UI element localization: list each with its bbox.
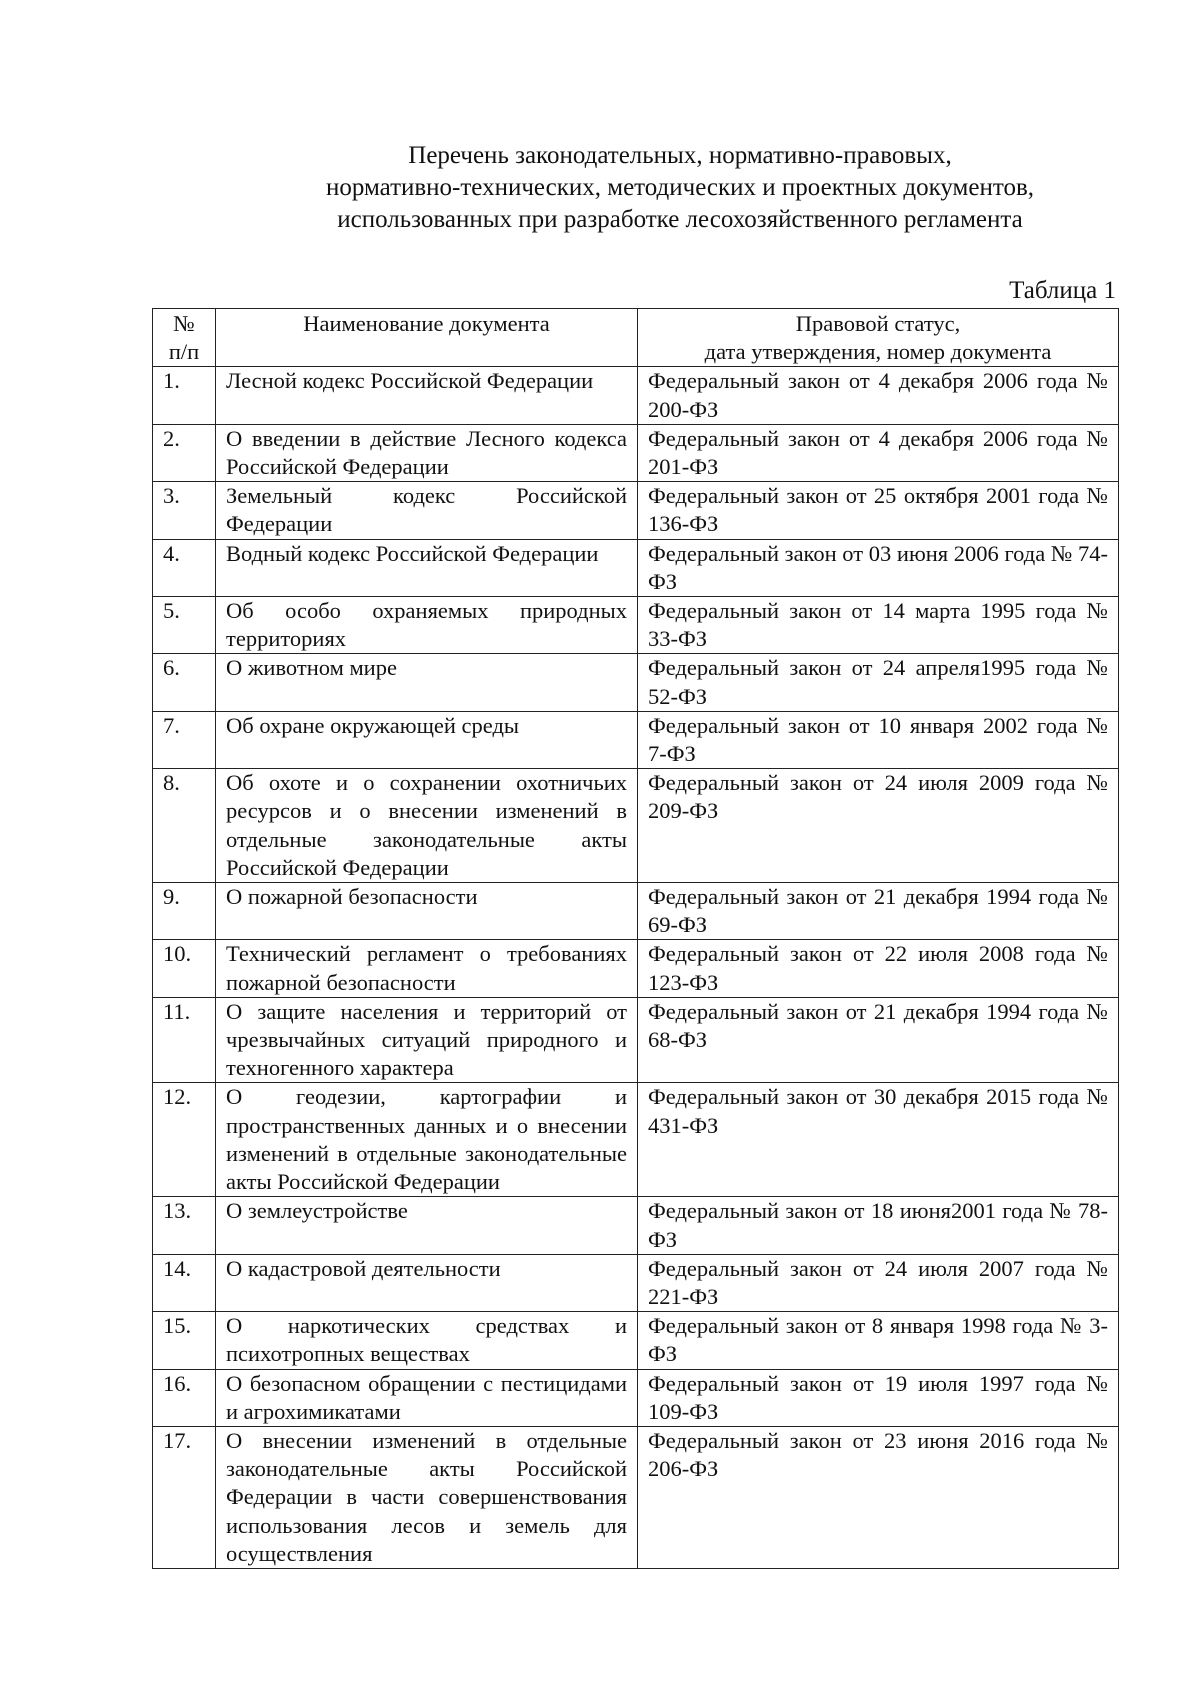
legal-status: Федеральный закон от 10 января 2002 года № 7-ФЗ: [638, 711, 1119, 768]
legal-status: Федеральный закон от 21 декабря 1994 года № 69-ФЗ: [638, 883, 1119, 940]
table-row: [153, 1369, 1119, 1426]
legal-status: Федеральный закон от 25 октября 2001 года № 136-ФЗ: [638, 482, 1119, 539]
document-name: О пожарной безопасности: [216, 883, 638, 940]
header-num-line2: п/п: [168, 339, 200, 365]
row-number: 6.: [153, 654, 216, 711]
row-number: 8.: [153, 769, 216, 883]
row-number: 9.: [153, 883, 216, 940]
table-row: [153, 654, 1119, 711]
table-row: [153, 1197, 1119, 1254]
legal-status: Федеральный закон от 24 июля 2007 года № 221-ФЗ: [638, 1254, 1119, 1311]
table-row: [153, 1312, 1119, 1369]
table-row: [153, 1254, 1119, 1311]
table-label: Таблица 1: [1009, 277, 1116, 304]
row-number: 11.: [153, 997, 216, 1083]
legal-status: Федеральный закон от 24 апреля1995 года № 52-ФЗ: [638, 654, 1119, 711]
legal-status: Федеральный закон от 30 декабря 2015 года № 431-ФЗ: [638, 1083, 1119, 1197]
table-row: [153, 883, 1119, 940]
row-number: 15.: [153, 1312, 216, 1369]
header-status: [638, 309, 1119, 367]
legal-status: Федеральный закон от 4 декабря 2006 года № 200-ФЗ: [638, 367, 1119, 424]
row-number: 2.: [153, 424, 216, 481]
row-number: 14.: [153, 1254, 216, 1311]
title-line: нормативно-технических, методических и проектных документов,: [325, 174, 1035, 201]
document-name: О наркотических средствах и психотропных веществах: [216, 1312, 638, 1369]
document-name: Об охране окружающей среды: [216, 711, 638, 768]
row-number: 5.: [153, 597, 216, 654]
header-num-line1: №: [173, 311, 195, 336]
table-row: [153, 482, 1119, 539]
document-name: Водный кодекс Российской Федерации: [216, 539, 638, 596]
row-number: 4.: [153, 539, 216, 596]
legal-status: Федеральный закон от 14 марта 1995 года № 33-ФЗ: [638, 597, 1119, 654]
document-name: О защите населения и территорий от чрезвычайных ситуаций природного и техногенного характера: [216, 997, 638, 1083]
row-number: 16.: [153, 1369, 216, 1426]
document-name: Об охоте и о сохранении охотничьих ресурсов и о внесении изменений в отдельные законодательные акты Российской Федерации: [216, 769, 638, 883]
header-name: [216, 309, 638, 367]
document-name: О кадастровой деятельности: [216, 1254, 638, 1311]
table-row: [153, 597, 1119, 654]
legal-status: Федеральный закон от 23 июня 2016 года № 206-ФЗ: [638, 1426, 1119, 1568]
row-number: 13.: [153, 1197, 216, 1254]
row-number: 12.: [153, 1083, 216, 1197]
table-row: [153, 539, 1119, 596]
row-number: 17.: [153, 1426, 216, 1568]
legal-status: Федеральный закон от 18 июня2001 года № 78-ФЗ: [638, 1197, 1119, 1254]
document-name: Технический регламент о требованиях пожарной безопасности: [216, 940, 638, 997]
legal-status: Федеральный закон от 4 декабря 2006 года № 201-ФЗ: [638, 424, 1119, 481]
row-number: 10.: [153, 940, 216, 997]
document-name: О животном мире: [216, 654, 638, 711]
document-name: Земельный кодекс Российской Федерации: [216, 482, 638, 539]
row-number: 7.: [153, 711, 216, 768]
documents-table: [152, 308, 1119, 1569]
legal-status: Федеральный закон от 8 января 1998 года № 3-ФЗ: [638, 1312, 1119, 1369]
row-number: 3.: [153, 482, 216, 539]
header-num: [153, 309, 216, 367]
legal-status: Федеральный закон от 22 июля 2008 года № 123-ФЗ: [638, 940, 1119, 997]
document-name: О геодезии, картографии и пространственных данных и о внесении изменений в отдельные законодательные акты Российской Федерации: [216, 1083, 638, 1197]
document-name: О внесении изменений в отдельные законодательные акты Российской Федерации в части совершенствования использования лесов и земель для осуществления: [216, 1426, 638, 1568]
table-row: [153, 997, 1119, 1083]
header-status-line1: Правовой статус,: [795, 311, 961, 336]
legal-status: Федеральный закон от 24 июля 2009 года № 209-ФЗ: [638, 769, 1119, 883]
document-name: О безопасном обращении с пестицидами и агрохимикатами: [216, 1369, 638, 1426]
document-name: Лесной кодекс Российской Федерации: [216, 367, 638, 424]
document-name: О введении в действие Лесного кодекса Российской Федерации: [216, 424, 638, 481]
table-header-row: [153, 309, 1119, 367]
title-line: Перечень законодательных, нормативно-правовых,: [408, 142, 952, 169]
legal-status: Федеральный закон от 19 июля 1997 года № 109-ФЗ: [638, 1369, 1119, 1426]
document-name: О землеустройстве: [216, 1197, 638, 1254]
document-title: [200, 140, 1160, 236]
table-row: [153, 1426, 1119, 1568]
document-name: Об особо охраняемых природных территориях: [216, 597, 638, 654]
table-row: [153, 367, 1119, 424]
legal-status: Федеральный закон от 03 июня 2006 года № 74-ФЗ: [638, 539, 1119, 596]
table-row: [153, 711, 1119, 768]
table-row: [153, 1083, 1119, 1197]
header-status-line2: дата утверждения, номер документа: [704, 339, 1052, 365]
table-row: [153, 940, 1119, 997]
legal-status: Федеральный закон от 21 декабря 1994 года № 68-ФЗ: [638, 997, 1119, 1083]
header-name-text: Наименование документа: [303, 311, 550, 336]
row-number: 1.: [153, 367, 216, 424]
table-row: [153, 424, 1119, 481]
title-line: использованных при разработке лесохозяйственного регламента: [337, 206, 1023, 233]
table-row: [153, 769, 1119, 883]
